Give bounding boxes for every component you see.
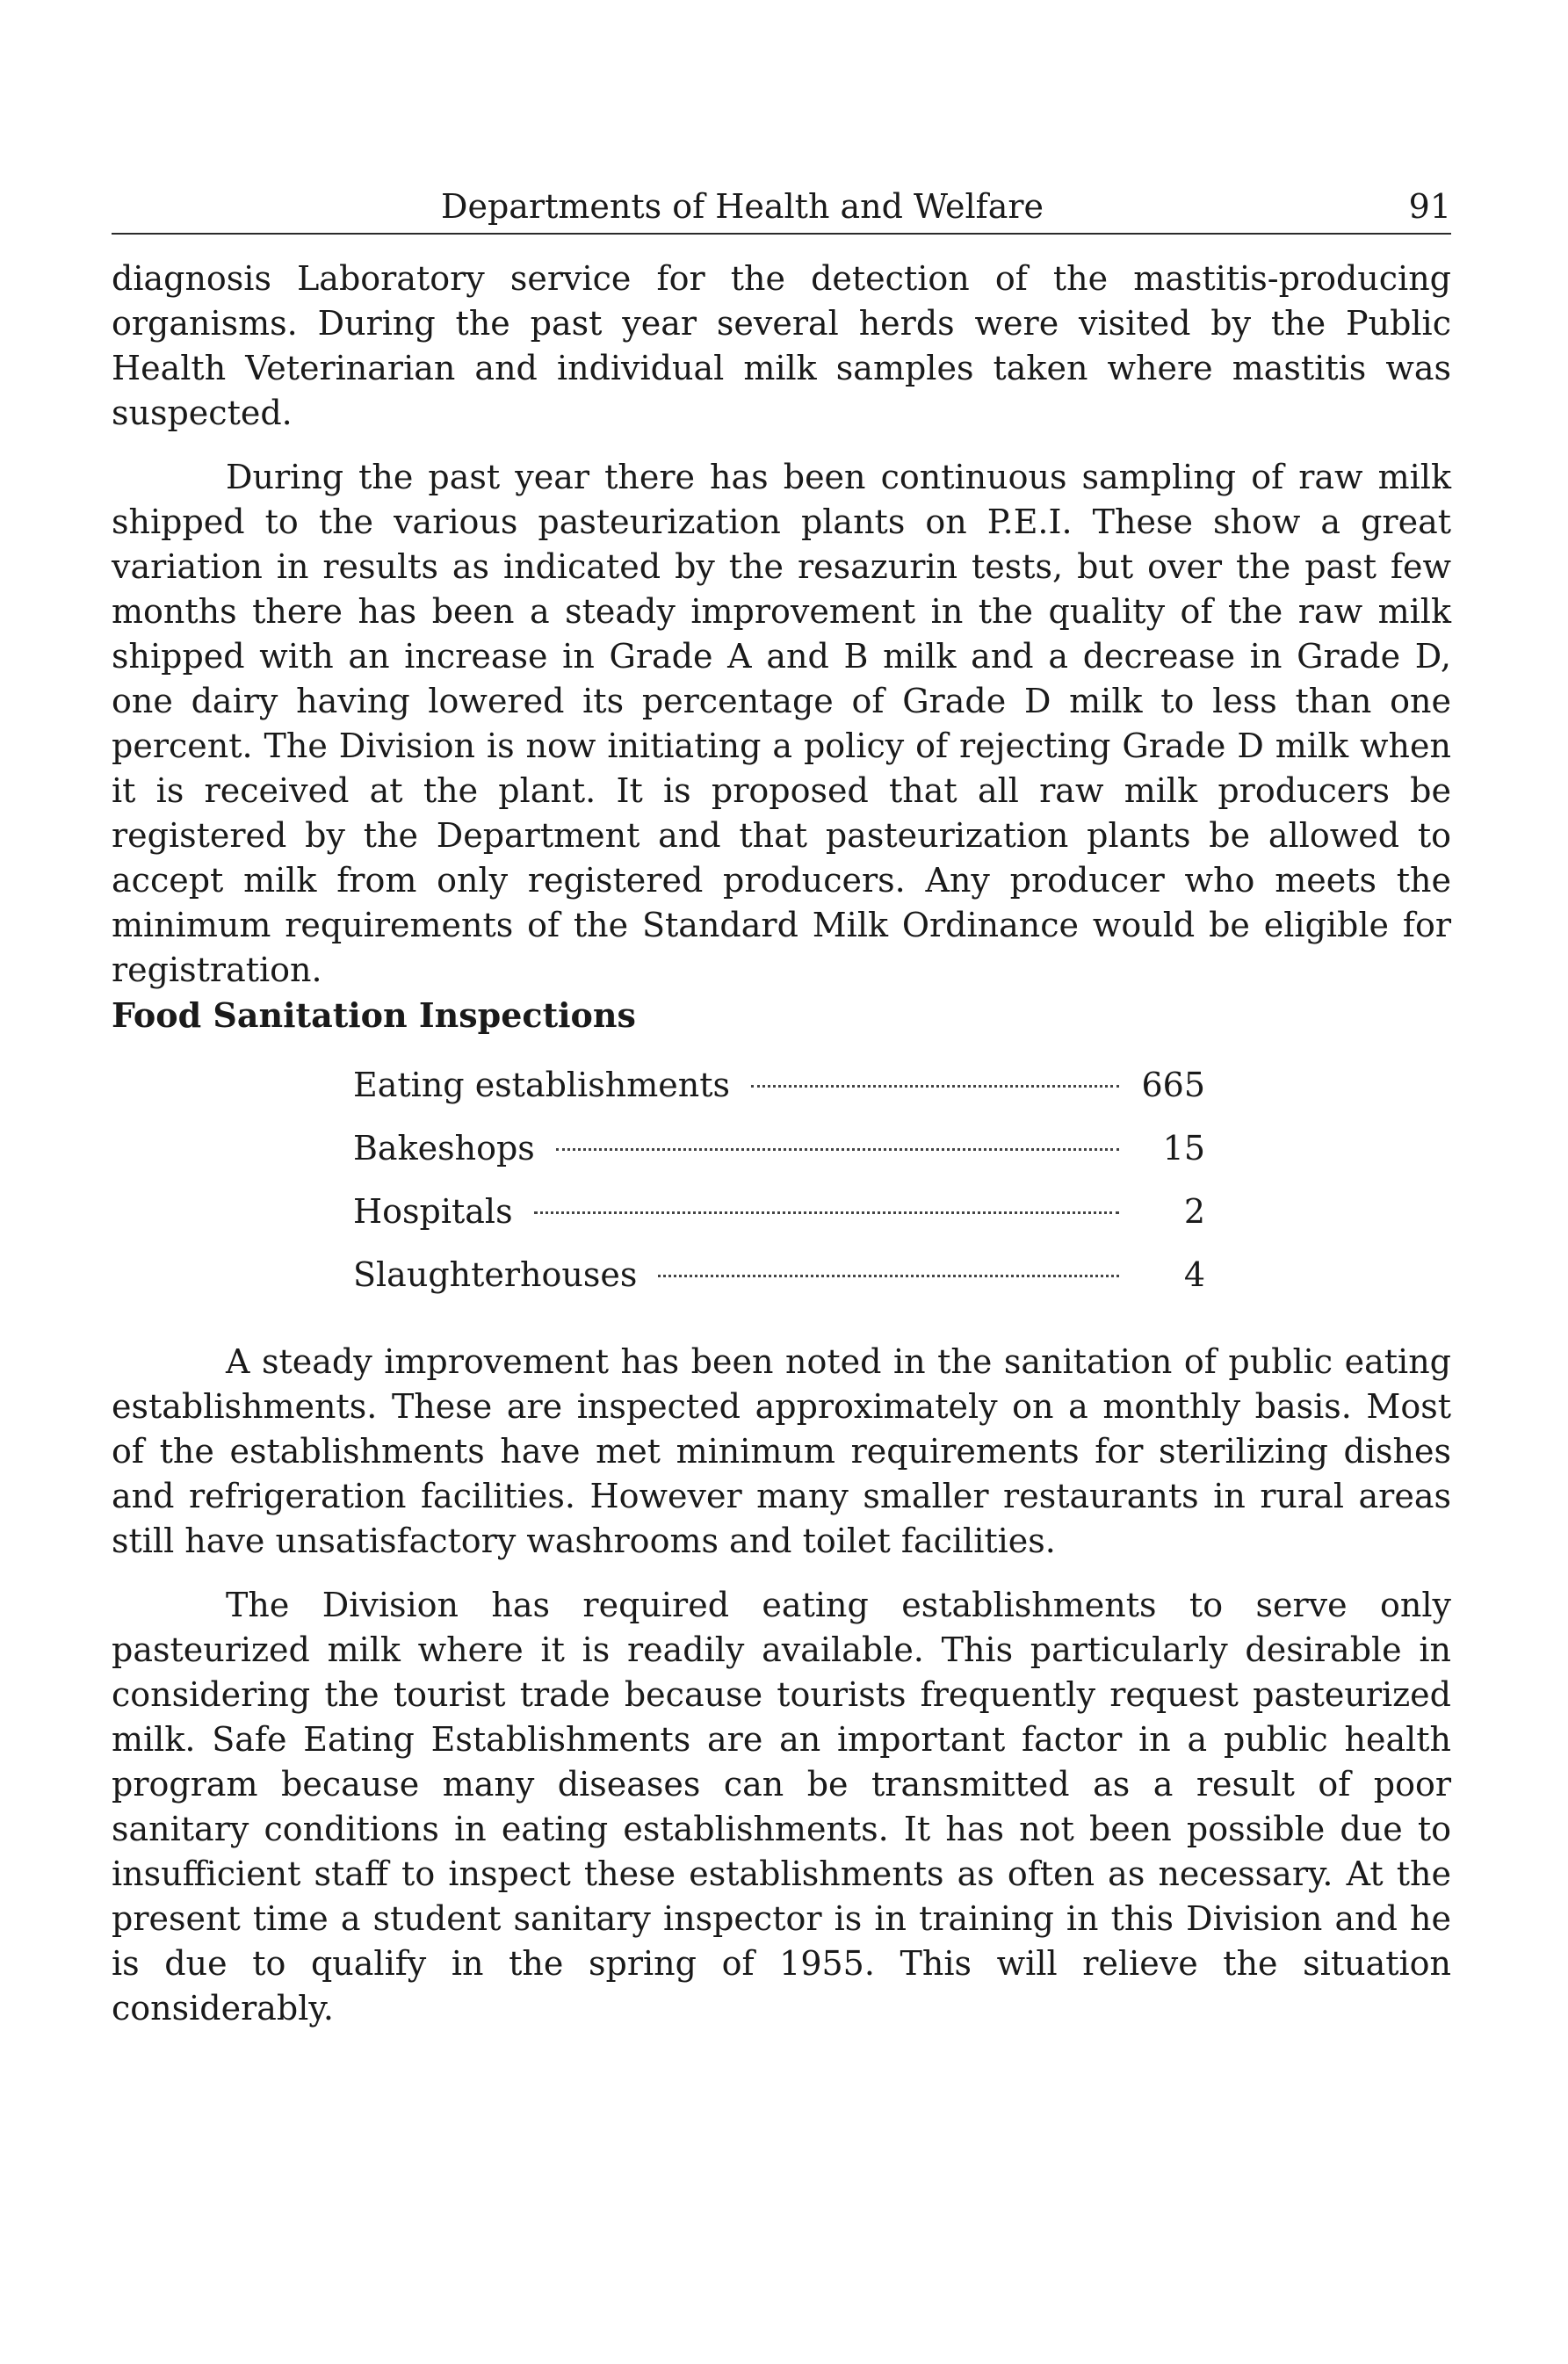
dot-leader xyxy=(658,1275,1119,1277)
inspection-count: 4 xyxy=(1183,1255,1205,1294)
inspection-count: 2 xyxy=(1183,1192,1205,1231)
inspection-item-hospitals xyxy=(353,1180,1205,1243)
running-header xyxy=(112,180,1451,235)
inspection-count: 665 xyxy=(1141,1066,1205,1104)
section-heading-food-sanitation: Food Sanitation Inspections xyxy=(112,995,636,1035)
document-page xyxy=(112,180,1451,2031)
paragraph-eating-establishments-sanitation: A steady improvement has been noted in the sanitation of public eating establishments. These are inspected approximately on a monthly basis. Most of the establishments have met minimum requirements for sterilizing dishes and refrigeration facilities. However many smaller restaurants in rural areas still have unsatisfactory washrooms and toilet facilities. xyxy=(112,1342,1451,1560)
inspection-label: Slaughterhouses xyxy=(353,1255,638,1294)
inspection-label: Bakeshops xyxy=(353,1129,535,1168)
paragraph-pasteurized-milk-policy: The Division has required eating establishments to serve only pasteurized milk where it is readily available. This particularly desirable in considering the tourist trade because tourists frequently request pasteurized milk. Safe Eating Establishments are an important factor in a public health program because many diseases can be transmitted as a result of poor sanitary conditions in eating establishments. It has not been possible due to insufficient staff to inspect these establishments as often as necessary. At the present time a student sanitary inspector is in training in this Division and he is due to qualify in the spring of 1955. This will relieve the situation considerably. xyxy=(112,1586,1451,2028)
inspection-item-eating-establishments xyxy=(353,1053,1205,1117)
body-text xyxy=(112,257,1451,2031)
inspection-item-slaughterhouses xyxy=(353,1243,1205,1306)
running-header-title: Departments of Health and Welfare xyxy=(441,187,1044,226)
paragraph-mastitis-diagnosis: diagnosis Laboratory service for the detection of the mastitis-producing organisms. During the past year several herds were visited by the Public Health Veterinarian and individual milk samples taken where mastitis was suspected. xyxy=(112,259,1451,432)
inspection-label: Hospitals xyxy=(353,1192,513,1231)
inspection-count: 15 xyxy=(1162,1129,1205,1168)
page-number: 91 xyxy=(1408,187,1451,226)
dot-leader xyxy=(534,1211,1119,1214)
paragraph-raw-milk-sampling: During the past year there has been continuous sampling of raw milk shipped to the various pasteurization plants on P.E.I. These show a great variation in results as indicated by the resazurin tests, but over the past few months there has been a steady improvement in the quality of the raw milk shipped with an increase in Grade A and B milk and a decrease in Grade D, one dairy having lowered its percentage of Grade D milk to less than one percent. The Division is now initiating a policy of rejecting Grade D milk when it is received at the plant. It is proposed that all raw milk producers be registered by the Department and that pasteurization plants be allowed to accept milk from only registered producers. Any producer who meets the minimum requirements of the Standard Milk Ordinance would be eligible for registration. xyxy=(112,458,1451,989)
dot-leader xyxy=(751,1085,1119,1088)
inspection-counts-list xyxy=(353,1053,1205,1306)
inspection-label: Eating establishments xyxy=(353,1066,730,1104)
inspection-item-bakeshops xyxy=(353,1117,1205,1180)
dot-leader xyxy=(556,1148,1119,1151)
